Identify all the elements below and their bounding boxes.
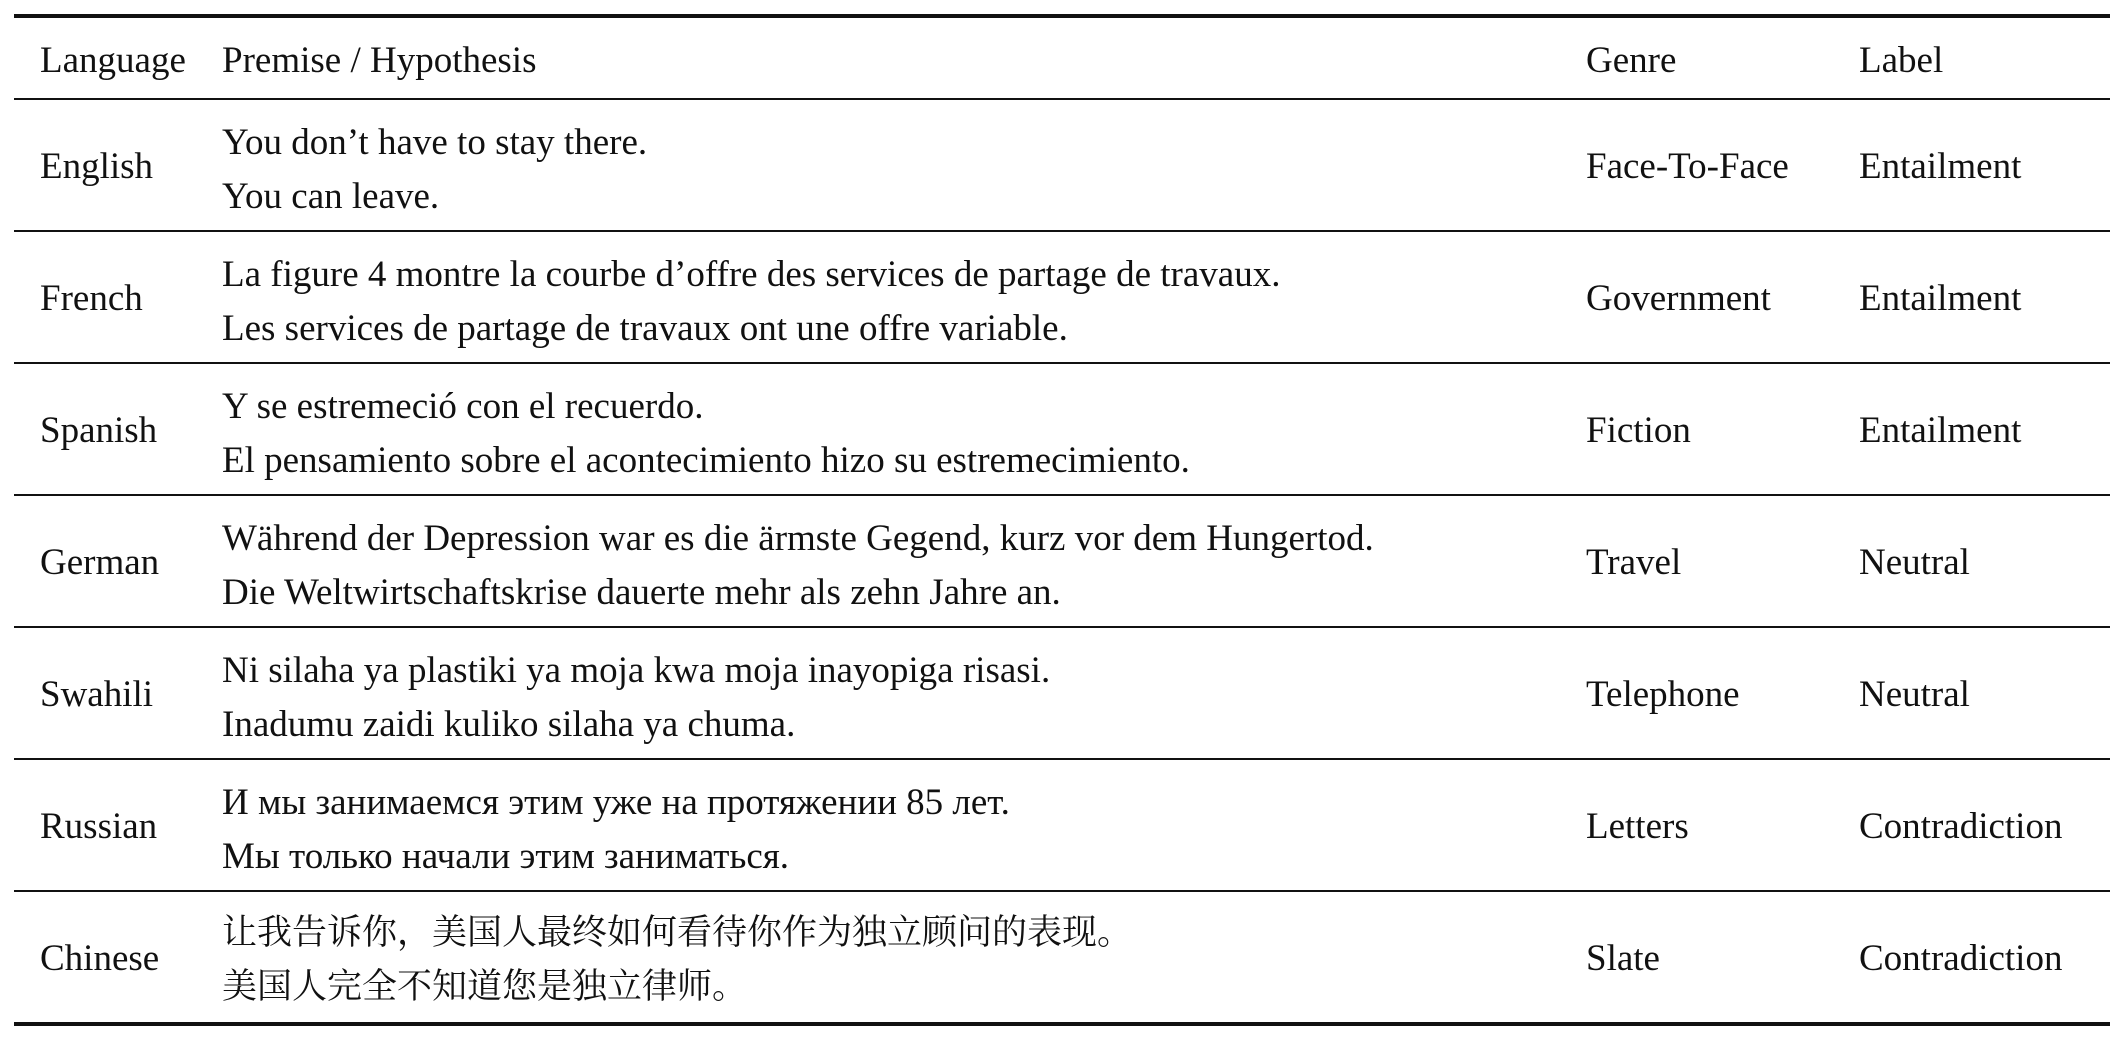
row-premise: 让我告诉你，美国人最终如何看待你作为独立顾问的表现。 [222, 913, 1133, 953]
row-language: Swahili [40, 674, 154, 715]
row-genre: Fiction [1586, 410, 1691, 451]
table-row-russian [14, 760, 2110, 890]
row-premise: La figure 4 montre la courbe d’offre des services de partage de travaux. [222, 254, 1281, 295]
row-genre: Telephone [1586, 674, 1740, 715]
row-label: Neutral [1859, 542, 1970, 583]
row-genre: Face-To-Face [1586, 146, 1789, 187]
row-hypothesis: 美国人完全不知道您是独立律师。 [222, 967, 748, 1007]
table-row-spanish [14, 364, 2110, 494]
row-premise: Y se estremeció con el recuerdo. [222, 386, 704, 427]
row-hypothesis: Die Weltwirtschaftskrise dauerte mehr als zehn Jahre an. [222, 572, 1061, 613]
row-label: Entailment [1859, 278, 2022, 319]
row-premise: Während der Depression war es die ärmste Gegend, kurz vor dem Hungertod. [222, 518, 1374, 559]
row-label: Neutral [1859, 674, 1970, 715]
row-premise: И мы занимаемся этим уже на протяжении 85 лет. [222, 782, 1010, 823]
table-header-row [14, 18, 2110, 98]
row-label: Entailment [1859, 146, 2022, 187]
row-hypothesis: El pensamiento sobre el acontecimiento hizo su estremecimiento. [222, 440, 1190, 481]
row-hypothesis: Мы только начали этим заниматься. [222, 836, 790, 877]
row-genre: Slate [1586, 938, 1660, 979]
header-label: Label [1859, 40, 1944, 81]
table-row-english [14, 100, 2110, 230]
header-genre: Genre [1586, 40, 1677, 81]
row-hypothesis: Inadumu zaidi kuliko silaha ya chuma. [222, 704, 796, 745]
row-label: Entailment [1859, 410, 2022, 451]
row-language: French [40, 278, 143, 319]
row-language: Chinese [40, 938, 160, 979]
header-premise-hypothesis: Premise / Hypothesis [222, 40, 537, 81]
row-label: Contradiction [1859, 938, 2063, 979]
table-row-swahili [14, 628, 2110, 758]
table-bottom-rule [14, 1022, 2110, 1026]
table-row-chinese [14, 892, 2110, 1022]
row-premise: Ni silaha ya plastiki ya moja kwa moja inayopiga risasi. [222, 650, 1051, 691]
table-row-german [14, 496, 2110, 626]
xnli-examples-table [14, 14, 2110, 1026]
row-hypothesis: You can leave. [222, 176, 440, 217]
row-genre: Letters [1586, 806, 1689, 847]
row-language: German [40, 542, 160, 583]
table-row-french [14, 232, 2110, 362]
row-label: Contradiction [1859, 806, 2063, 847]
row-language: Spanish [40, 410, 158, 451]
row-language: Russian [40, 806, 158, 847]
row-genre: Government [1586, 278, 1771, 319]
row-language: English [40, 146, 154, 187]
header-language: Language [40, 40, 186, 81]
row-hypothesis: Les services de partage de travaux ont une offre variable. [222, 308, 1068, 349]
row-genre: Travel [1586, 542, 1682, 583]
row-premise: You don’t have to stay there. [222, 122, 648, 163]
